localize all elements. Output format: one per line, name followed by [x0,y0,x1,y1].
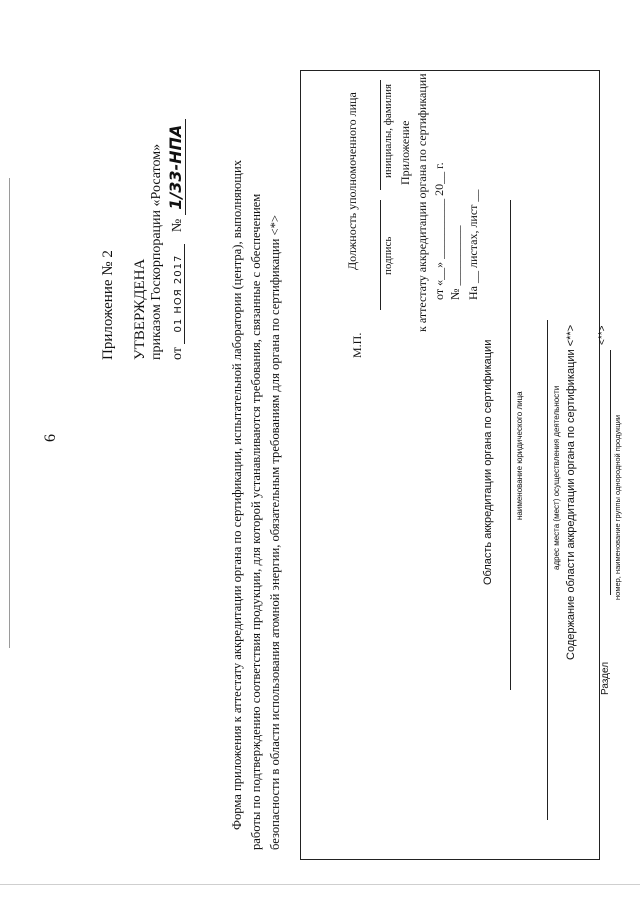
legal-entity-caption: наименование юридического лица [515,391,524,520]
order-date-field: 01 НОЯ 2017 [173,244,185,344]
stamp-label: М.П. [350,332,364,358]
product-group-line [610,350,611,595]
section-label: Раздел [600,661,611,695]
scan-edge-line [9,178,10,648]
from-prefix: от [170,347,185,360]
address-line [547,320,548,820]
section-note-mark: <**> [597,325,608,345]
name-line [380,80,381,190]
form-title-line-3: безопасности в области использования атомной энергии, обязательным требованиям для органа по сертификации <*> [268,214,282,850]
form-title-line-1: Форма приложения к аттестату аккредитации органа по сертификации, испытательной лаборатории (центра), выполняющих [230,160,244,830]
appendix-date-line: от «__» __________ 20__ г. [432,162,446,300]
appendix-word: Приложение [398,120,412,185]
page-number: 6 [42,434,59,442]
scope-title: Область аккредитации органа по сертификации [482,339,494,585]
legal-entity-line [510,200,511,690]
order-number-handwritten: 1/33-НПА [166,119,186,215]
address-caption: адрес места (мест) осуществления деятельности [552,385,561,570]
approved-heading: УТВЕРЖДЕНА [132,258,148,360]
signature-line [380,200,381,310]
sheets-line: На __ листах, лист __ [466,189,480,300]
product-group-caption: номер, наименование группы однородной продукции [613,414,622,600]
order-date-row [166,119,186,360]
signature-caption: подпись [382,236,394,275]
form-title-line-2: работы по подтверждению соответствия продукции, для которой устанавливаются требования, связанные с обеспечением [249,193,263,850]
authorized-position: Должность уполномоченного лица [345,92,359,270]
name-caption: инициалы, фамилия [382,83,394,178]
order-line: приказом Госкорпорации «Росатом» [149,143,164,360]
to-certificate-line: к аттестату аккредитации органа по сертификации [415,73,429,332]
number-label: № [170,218,185,233]
appendix-number: Приложение № 2 [100,250,116,360]
content-title: Содержание области аккредитации органа по сертификации <**> [565,324,577,660]
appendix-number-line: № __________ [448,225,462,300]
rotated-document-page [20,5,620,900]
